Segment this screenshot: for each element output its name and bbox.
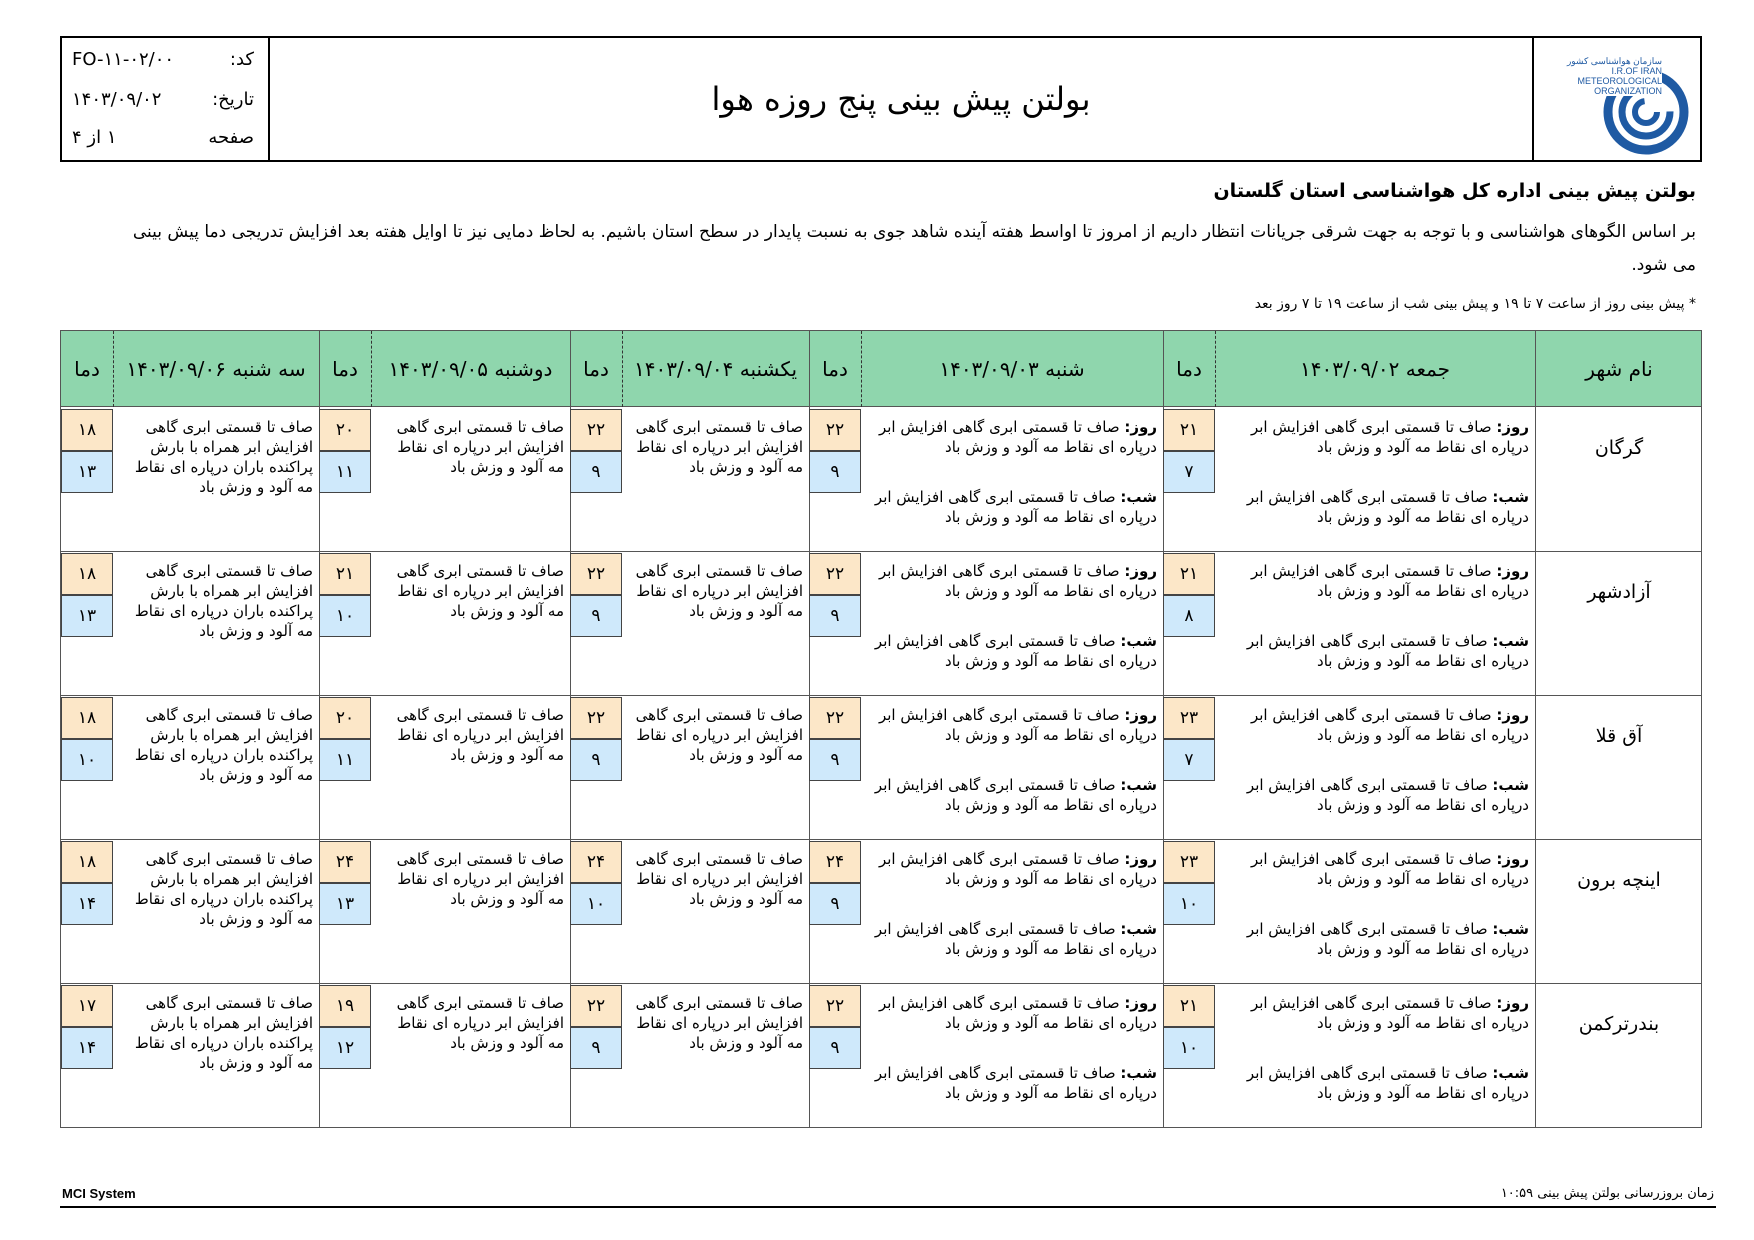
night-forecast xyxy=(1223,487,1529,527)
forecast-text: صاف تا قسمتی ابری گاهی افزایش ابر درپاره ای نقاط مه آلود و وزش باد xyxy=(396,850,564,908)
logo-text-country: I.R.OF IRAN xyxy=(1611,66,1662,76)
page-label: صفحه xyxy=(208,126,254,148)
max-temp: ۱۸ xyxy=(61,697,113,739)
night-label: شب: xyxy=(1120,632,1157,650)
date-value: ۱۴۰۳/۰۹/۰۲ xyxy=(72,88,162,110)
day-forecast-text: صاف تا قسمتی ابری گاهی افزایش ابر درپاره ای نقاط مه آلود و وزش باد xyxy=(1250,562,1529,600)
night-label: شب: xyxy=(1120,776,1157,794)
forecast-summary: بر اساس الگوهای هواشناسی و با توجه به جهت شرقی جریانات انتظار داریم از امروز تا اواسط هفته آینده شاهد جوی به نسبت پایدار در سطح استان باشیم. به لحاظ دمایی نیز تا اوایل هفته بعد افزایش تدریجی دما پیش بینی می شود. xyxy=(132,222,1696,275)
forecast-text: صاف تا قسمتی ابری گاهی افزایش ابر همراه با بارش پراکنده باران درپاره ای نقاط مه آلود و وزش باد xyxy=(134,850,313,928)
day-label: روز: xyxy=(1496,850,1529,868)
max-temp: ۲۲ xyxy=(570,697,622,739)
forecast-text: صاف تا قسمتی ابری گاهی افزایش ابر درپاره ای نقاط مه آلود و وزش باد xyxy=(635,562,803,620)
day-label: روز: xyxy=(1124,562,1157,580)
day-forecast-text: صاف تا قسمتی ابری گاهی افزایش ابر درپاره ای نقاط مه آلود و وزش باد xyxy=(1250,418,1529,456)
city-name: آزادشهر xyxy=(1587,581,1651,603)
document-meta xyxy=(62,38,270,160)
night-forecast xyxy=(869,487,1157,527)
min-temp: ۷ xyxy=(1163,739,1215,781)
min-temp: ۱۰ xyxy=(570,883,622,925)
max-temp: ۲۱ xyxy=(1163,409,1215,451)
row-divider xyxy=(61,551,1701,552)
day-forecast xyxy=(869,561,1157,601)
max-temp: ۲۱ xyxy=(1163,553,1215,595)
max-temp: ۱۹ xyxy=(319,985,371,1027)
city-name: آق قلا xyxy=(1595,725,1643,747)
min-temp: ۹ xyxy=(809,739,861,781)
organization-logo xyxy=(1534,38,1700,160)
day-forecast xyxy=(869,849,1157,889)
system-name: MCI System xyxy=(62,1186,136,1201)
day-forecast-text: صاف تا قسمتی ابری گاهی افزایش ابر درپاره ای نقاط مه آلود و وزش باد xyxy=(878,994,1157,1032)
day-forecast xyxy=(869,993,1157,1033)
min-temp: ۹ xyxy=(809,1027,861,1069)
meteorological-organization-logo xyxy=(1546,46,1692,156)
night-label: شب: xyxy=(1120,488,1157,506)
max-temp: ۲۲ xyxy=(570,985,622,1027)
max-temp: ۲۲ xyxy=(809,697,861,739)
city-name: بندرترکمن xyxy=(1578,1013,1660,1035)
night-forecast xyxy=(869,1063,1157,1103)
day-forecast xyxy=(1223,417,1529,457)
day-forecast xyxy=(1223,993,1529,1033)
day-label: روز: xyxy=(1124,706,1157,724)
night-forecast-text: صاف تا قسمتی ابری گاهی افزایش ابر درپاره ای نقاط مه آلود و وزش باد xyxy=(874,1064,1157,1102)
forecast-text: صاف تا قسمتی ابری گاهی افزایش ابر درپاره ای نقاط مه آلود و وزش باد xyxy=(396,994,564,1052)
min-temp: ۹ xyxy=(570,451,622,493)
row-divider xyxy=(61,695,1701,696)
night-forecast xyxy=(1223,919,1529,959)
night-forecast xyxy=(869,775,1157,815)
logo-text-organization: ORGANIZATION xyxy=(1594,86,1662,96)
day-label: روز: xyxy=(1496,994,1529,1012)
max-temp: ۲۳ xyxy=(1163,841,1215,883)
day-forecast-text: صاف تا قسمتی ابری گاهی افزایش ابر درپاره ای نقاط مه آلود و وزش باد xyxy=(1250,850,1529,888)
forecast-footnote: * پیش بینی روز از ساعت ۷ تا ۱۹ و پیش بینی شب از ساعت ۱۹ تا ۷ روز بعد xyxy=(1254,296,1696,312)
night-label: شب: xyxy=(1492,488,1529,506)
min-temp: ۸ xyxy=(1163,595,1215,637)
night-forecast xyxy=(869,631,1157,671)
day-forecast-text: صاف تا قسمتی ابری گاهی افزایش ابر درپاره ای نقاط مه آلود و وزش باد xyxy=(878,850,1157,888)
max-temp: ۱۸ xyxy=(61,841,113,883)
day-forecast xyxy=(869,417,1157,457)
column-header-day-1: جمعه ۱۴۰۳/۰۹/۰۲ xyxy=(1299,357,1451,381)
min-temp: ۱۰ xyxy=(319,595,371,637)
night-forecast-text: صاف تا قسمتی ابری گاهی افزایش ابر درپاره ای نقاط مه آلود و وزش باد xyxy=(1246,1064,1529,1102)
date-label: تاریخ: xyxy=(212,88,254,110)
column-header-city: نام شهر xyxy=(1585,357,1653,381)
forecast-table xyxy=(60,330,1702,1128)
max-temp: ۱۸ xyxy=(61,553,113,595)
bulletin-header xyxy=(60,36,1702,162)
column-header-day-4: دوشنبه ۱۴۰۳/۰۹/۰۵ xyxy=(388,357,553,381)
max-temp: ۲۲ xyxy=(570,553,622,595)
day-label: روز: xyxy=(1124,994,1157,1012)
forecast-text: صاف تا قسمتی ابری گاهی افزایش ابر درپاره ای نقاط مه آلود و وزش باد xyxy=(635,850,803,908)
city-name: اینچه برون xyxy=(1577,869,1661,891)
night-label: شب: xyxy=(1492,632,1529,650)
max-temp: ۲۳ xyxy=(1163,697,1215,739)
page-value: ۱ از ۴ xyxy=(72,126,117,148)
night-forecast-text: صاف تا قسمتی ابری گاهی افزایش ابر درپاره ای نقاط مه آلود و وزش باد xyxy=(1246,920,1529,958)
day-label: روز: xyxy=(1124,850,1157,868)
day-label: روز: xyxy=(1496,418,1529,436)
max-temp: ۲۲ xyxy=(570,409,622,451)
column-header-temp-3: دما xyxy=(583,357,609,381)
min-temp: ۷ xyxy=(1163,451,1215,493)
logo-text-meteorological: METEOROLOGICAL xyxy=(1577,76,1662,86)
night-forecast-text: صاف تا قسمتی ابری گاهی افزایش ابر درپاره ای نقاط مه آلود و وزش باد xyxy=(874,632,1157,670)
min-temp: ۱۴ xyxy=(61,883,113,925)
day-forecast-text: صاف تا قسمتی ابری گاهی افزایش ابر درپاره ای نقاط مه آلود و وزش باد xyxy=(1250,994,1529,1032)
column-header-day-5: سه شنبه ۱۴۰۳/۰۹/۰۶ xyxy=(126,357,306,381)
min-temp: ۱۲ xyxy=(319,1027,371,1069)
min-temp: ۹ xyxy=(570,739,622,781)
forecast-text: صاف تا قسمتی ابری گاهی افزایش ابر درپاره ای نقاط مه آلود و وزش باد xyxy=(635,994,803,1052)
day-label: روز: xyxy=(1496,562,1529,580)
min-temp: ۱۴ xyxy=(61,1027,113,1069)
forecast-text: صاف تا قسمتی ابری گاهی افزایش ابر درپاره ای نقاط مه آلود و وزش باد xyxy=(396,418,564,476)
night-label: شب: xyxy=(1492,776,1529,794)
max-temp: ۱۸ xyxy=(61,409,113,451)
night-label: شب: xyxy=(1492,920,1529,938)
min-temp: ۱۳ xyxy=(61,595,113,637)
update-time: زمان بروزرسانی بولتن پیش بینی ۱۰:۵۹ xyxy=(1500,1186,1714,1201)
forecast-text: صاف تا قسمتی ابری گاهی افزایش ابر همراه با بارش پراکنده باران درپاره ای نقاط مه آلود و وزش باد xyxy=(134,706,313,784)
night-forecast xyxy=(1223,1063,1529,1103)
min-temp: ۱۰ xyxy=(1163,1027,1215,1069)
min-temp: ۱۰ xyxy=(1163,883,1215,925)
max-temp: ۲۲ xyxy=(809,553,861,595)
row-divider xyxy=(61,839,1701,840)
night-forecast-text: صاف تا قسمتی ابری گاهی افزایش ابر درپاره ای نقاط مه آلود و وزش باد xyxy=(1246,488,1529,526)
min-temp: ۹ xyxy=(570,1027,622,1069)
night-forecast-text: صاف تا قسمتی ابری گاهی افزایش ابر درپاره ای نقاط مه آلود و وزش باد xyxy=(874,776,1157,814)
code-label: کد: xyxy=(229,48,254,70)
night-forecast-text: صاف تا قسمتی ابری گاهی افزایش ابر درپاره ای نقاط مه آلود و وزش باد xyxy=(874,488,1157,526)
forecast-text: صاف تا قسمتی ابری گاهی افزایش ابر همراه با بارش پراکنده باران درپاره ای نقاط مه آلود و وزش باد xyxy=(134,418,313,496)
city-name: گرگان xyxy=(1594,437,1644,459)
title-cell xyxy=(270,38,1534,160)
forecast-text: صاف تا قسمتی ابری گاهی افزایش ابر درپاره ای نقاط مه آلود و وزش باد xyxy=(635,706,803,764)
max-temp: ۲۰ xyxy=(319,697,371,739)
day-forecast xyxy=(869,705,1157,745)
max-temp: ۱۷ xyxy=(61,985,113,1027)
forecast-text: صاف تا قسمتی ابری گاهی افزایش ابر درپاره ای نقاط مه آلود و وزش باد xyxy=(635,418,803,476)
min-temp: ۱۱ xyxy=(319,739,371,781)
min-temp: ۱۳ xyxy=(61,451,113,493)
night-forecast-text: صاف تا قسمتی ابری گاهی افزایش ابر درپاره ای نقاط مه آلود و وزش باد xyxy=(1246,776,1529,814)
night-label: شب: xyxy=(1120,1064,1157,1082)
max-temp: ۲۲ xyxy=(809,985,861,1027)
row-divider xyxy=(61,983,1701,984)
night-label: شب: xyxy=(1492,1064,1529,1082)
day-forecast-text: صاف تا قسمتی ابری گاهی افزایش ابر درپاره ای نقاط مه آلود و وزش باد xyxy=(878,418,1157,456)
code-value: FO-۱۱-۰۲/۰۰ xyxy=(72,48,175,70)
forecast-text: صاف تا قسمتی ابری گاهی افزایش ابر درپاره ای نقاط مه آلود و وزش باد xyxy=(396,706,564,764)
max-temp: ۲۲ xyxy=(809,409,861,451)
night-forecast xyxy=(1223,775,1529,815)
max-temp: ۲۴ xyxy=(319,841,371,883)
night-forecast xyxy=(869,919,1157,959)
min-temp: ۱۳ xyxy=(319,883,371,925)
day-forecast xyxy=(1223,849,1529,889)
column-header-temp-4: دما xyxy=(332,357,358,381)
min-temp: ۹ xyxy=(570,595,622,637)
min-temp: ۹ xyxy=(809,451,861,493)
logo-text-fa: سازمان هواشناسی کشور xyxy=(1566,56,1662,66)
max-temp: ۲۴ xyxy=(809,841,861,883)
night-forecast xyxy=(1223,631,1529,671)
night-forecast-text: صاف تا قسمتی ابری گاهی افزایش ابر درپاره ای نقاط مه آلود و وزش باد xyxy=(1246,632,1529,670)
day-forecast-text: صاف تا قسمتی ابری گاهی افزایش ابر درپاره ای نقاط مه آلود و وزش باد xyxy=(878,562,1157,600)
min-temp: ۹ xyxy=(809,595,861,637)
column-header-temp-2: دما xyxy=(822,357,848,381)
day-forecast xyxy=(1223,561,1529,601)
min-temp: ۹ xyxy=(809,883,861,925)
forecast-text: صاف تا قسمتی ابری گاهی افزایش ابر درپاره ای نقاط مه آلود و وزش باد xyxy=(396,562,564,620)
footer-rule xyxy=(60,1206,1716,1208)
max-temp: ۲۱ xyxy=(1163,985,1215,1027)
day-forecast-text: صاف تا قسمتی ابری گاهی افزایش ابر درپاره ای نقاط مه آلود و وزش باد xyxy=(878,706,1157,744)
forecast-text: صاف تا قسمتی ابری گاهی افزایش ابر همراه با بارش پراکنده باران درپاره ای نقاط مه آلود و وزش باد xyxy=(134,994,313,1072)
max-temp: ۲۰ xyxy=(319,409,371,451)
min-temp: ۱۰ xyxy=(61,739,113,781)
min-temp: ۱۱ xyxy=(319,451,371,493)
column-header-day-2: شنبه ۱۴۰۳/۰۹/۰۳ xyxy=(939,357,1085,381)
day-label: روز: xyxy=(1124,418,1157,436)
column-header-day-3: یکشنبه ۱۴۰۳/۰۹/۰۴ xyxy=(633,357,798,381)
day-label: روز: xyxy=(1496,706,1529,724)
column-header-temp-5: دما xyxy=(74,357,100,381)
column-header-temp-1: دما xyxy=(1176,357,1202,381)
day-forecast-text: صاف تا قسمتی ابری گاهی افزایش ابر درپاره ای نقاط مه آلود و وزش باد xyxy=(1250,706,1529,744)
night-label: شب: xyxy=(1120,920,1157,938)
section-title: بولتن پیش بینی اداره کل هواشناسی استان گلستان xyxy=(1213,180,1696,202)
forecast-text: صاف تا قسمتی ابری گاهی افزایش ابر همراه با بارش پراکنده باران درپاره ای نقاط مه آلود و وزش باد xyxy=(134,562,313,640)
night-forecast-text: صاف تا قسمتی ابری گاهی افزایش ابر درپاره ای نقاط مه آلود و وزش باد xyxy=(874,920,1157,958)
max-temp: ۲۴ xyxy=(570,841,622,883)
day-forecast xyxy=(1223,705,1529,745)
max-temp: ۲۱ xyxy=(319,553,371,595)
page-title: بولتن پیش بینی پنج روزه هوا xyxy=(711,80,1091,118)
